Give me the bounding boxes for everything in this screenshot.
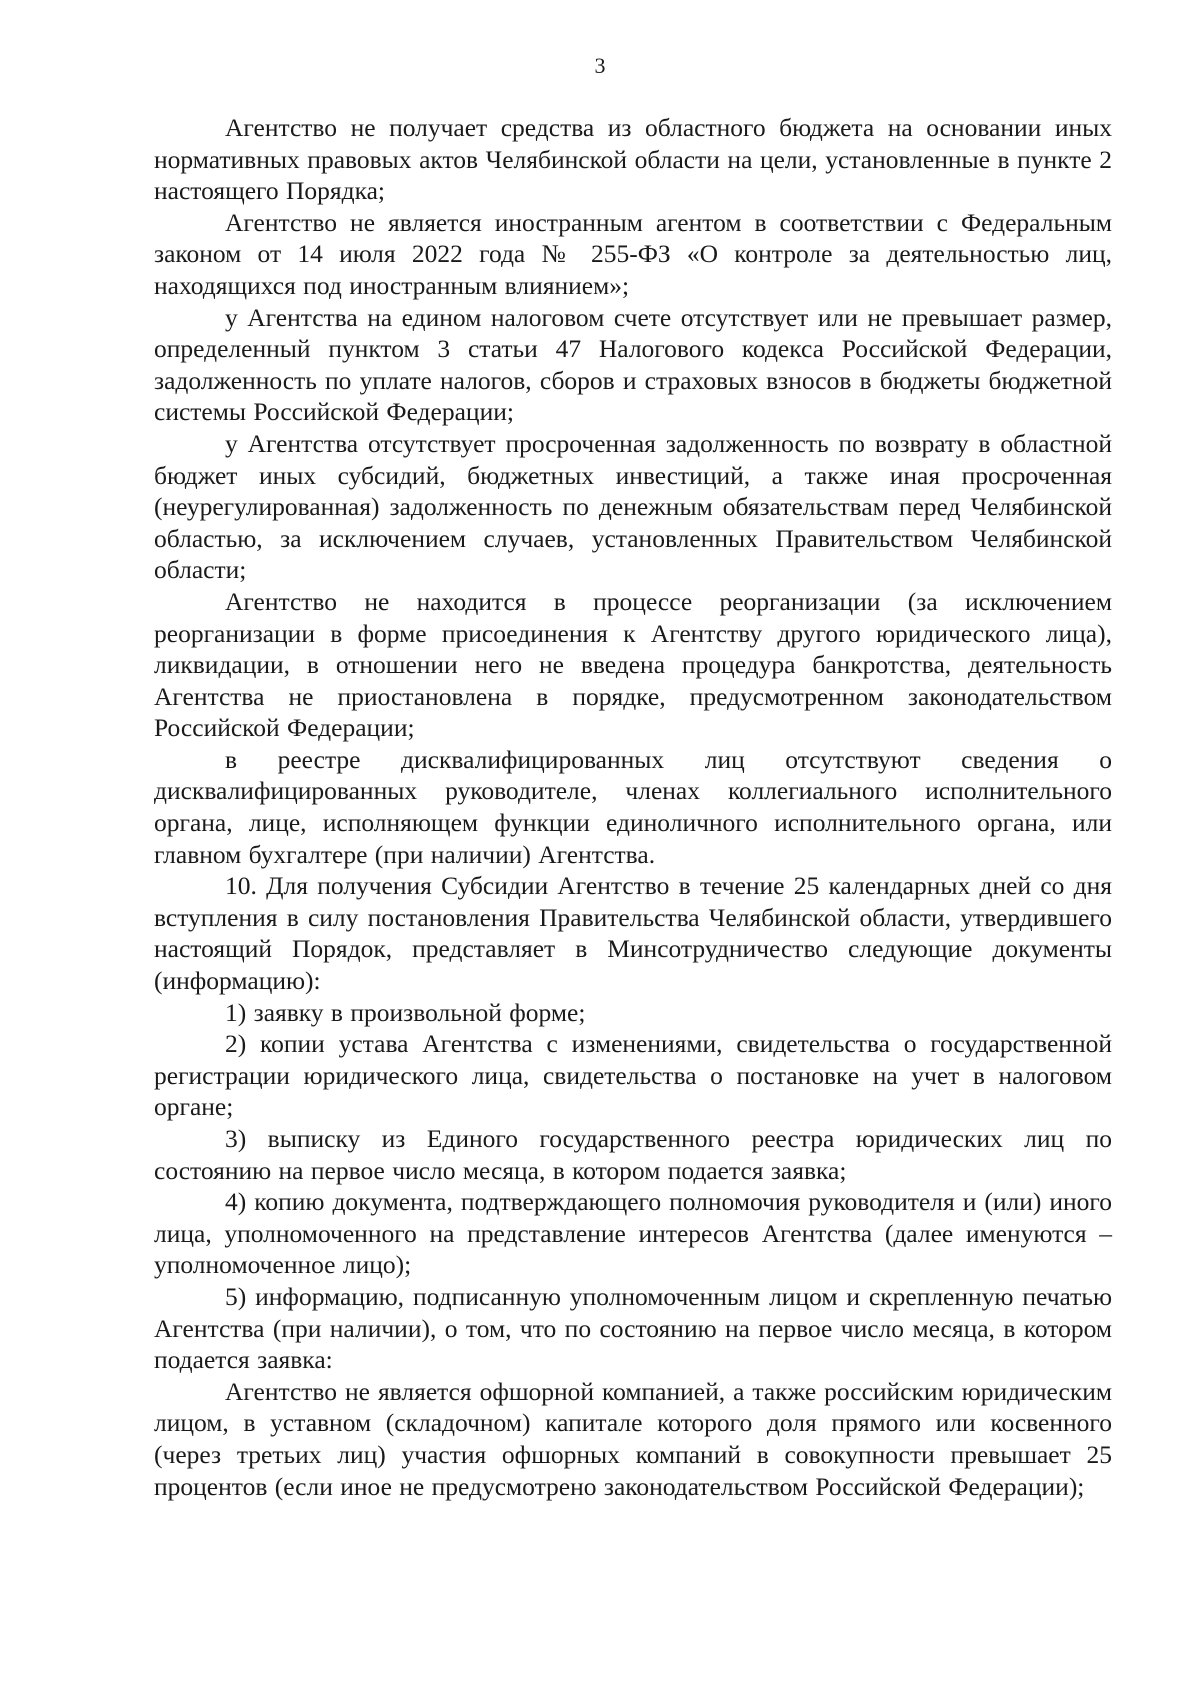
paragraph-not-foreign-agent: Агентство не является иностранным агентом в соответствии с Федеральным законом от 14 июля 2022 года № 255-ФЗ «О контроле за деятельностью лиц, находящихся под иностранным влиянием»; bbox=[154, 207, 1112, 300]
paragraph-no-other-budget-funds: Агентство не получает средства из областного бюджета на основании иных нормативных правовых актов Челябинской области на цели, установленные в пункте 2 настоящего Порядка; bbox=[154, 113, 1112, 206]
paragraph-not-offshore: Агентство не является офшорной компанией, а также российским юридическим лицом, в уставном (складочном) капитале которого доля прямого или косвенного (через третьих лиц) участия офшорных компаний в совокупности превышает 25 процентов (если иное не предусмотрено законодательством Российской Федерации); bbox=[154, 1376, 1112, 1501]
paragraph-no-reorganization: Агентство не находится в процессе реорганизации (за исключением реорганизации в форме присоединения к Агентству другого юридического лица), ликвидации, в отношении него не введена процедура банкротства, деятельность Агентства не приостановлена в порядке, предусмотренном законодательством Российской Федерации; bbox=[154, 586, 1112, 743]
paragraph-item-10: 10. Для получения Субсидии Агентство в течение 25 календарных дней со дня вступления в силу постановления Правительства Челябинской области, утвердившего настоящий Порядок, представляет в Минсотрудничество следующие документы (информацию): bbox=[154, 871, 1112, 996]
paragraph-no-tax-debt: у Агентства на едином налоговом счете отсутствует или не превышает размер, определенный пунктом 3 статьи 47 Налогового кодекса Российской Федерации, задолженность по уплате налогов, сборов и страховых взносов в бюджеты бюджетной системы Российской Федерации; bbox=[154, 302, 1112, 427]
paragraph-no-overdue-debt: у Агентства отсутствует просроченная задолженность по возврату в областной бюджет иных субсидий, бюджетных инвестиций, а также иная просроченная (неурегулированная) задолженность по денежным обязательствам перед Челябинской областью, за исключением случаев, установленных Правительством Челябинской области; bbox=[154, 428, 1112, 585]
document-body bbox=[154, 112, 1112, 1502]
list-item-4: 4) копию документа, подтверждающего полномочия руководителя и (или) иного лица, уполномоченного на представление интересов Агентства (далее именуются – уполномоченное лицо); bbox=[154, 1187, 1112, 1280]
list-item-1: 1) заявку в произвольной форме; bbox=[225, 997, 586, 1027]
list-item-3: 3) выписку из Единого государственного реестра юридических лиц по состоянию на первое число месяца, в котором подается заявка; bbox=[154, 1124, 1112, 1185]
list-item-5: 5) информацию, подписанную уполномоченным лицом и скрепленную печатью Агентства (при наличии), о том, что по состоянию на первое число месяца, в котором подается заявка: bbox=[154, 1281, 1112, 1375]
list-item-2: 2) копии устава Агентства с изменениями, свидетельства о государственной регистрации юридического лица, свидетельства о постановке на учет в налоговом органе; bbox=[154, 1029, 1112, 1122]
paragraph-disqualified-registry: в реестре дисквалифицированных лиц отсутствуют сведения о дисквалифицированных руководителе, членах коллегиального исполнительного органа, лице, исполняющем функции единоличного исполнительного органа, или главном бухгалтере (при наличии) Агентства. bbox=[154, 744, 1112, 869]
page-number: 3 bbox=[594, 53, 606, 78]
